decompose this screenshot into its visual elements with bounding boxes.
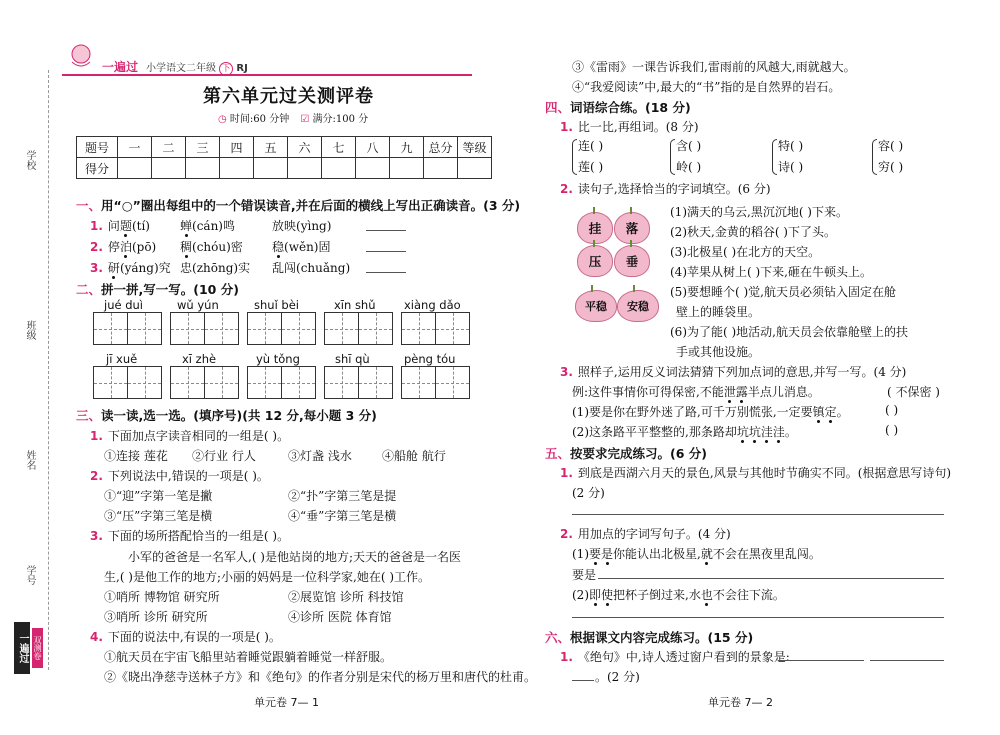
writing-grid[interactable] xyxy=(93,366,161,399)
writing-cell[interactable] xyxy=(401,312,436,345)
score-cell[interactable] xyxy=(356,158,390,179)
score-header-cell: 四 xyxy=(220,137,254,158)
s6-q1-points: 。(2 分) xyxy=(595,670,640,684)
full-score: 满分:100 分 xyxy=(312,114,369,125)
s5-q1-points: (2 分) xyxy=(572,486,605,500)
fill-sentence-cont: 手或其他设施。 xyxy=(676,345,761,359)
pinyin-label: wǔ yún xyxy=(177,298,219,312)
word-compare-pair xyxy=(778,137,803,175)
writing-grid[interactable] xyxy=(93,312,161,345)
writing-grid[interactable] xyxy=(247,312,315,345)
fill-sentence[interactable]: (2)秋天,金黄的稻谷( )下了头。 xyxy=(670,225,836,239)
fill-sentence[interactable]: (5)要想睡个( )觉,航天员必须钻入固定在舱 xyxy=(670,285,896,299)
s3-q1-option[interactable]: ②行业 行人 xyxy=(192,449,256,463)
s4-q2: 2. 读句子,选择恰当的字词填空。(6 分) xyxy=(560,182,771,196)
section-4-title: 四、词语综合练。(18 分) xyxy=(545,100,691,115)
writing-cell[interactable] xyxy=(324,312,359,345)
pinyin-label: xiàng dǎo xyxy=(404,298,461,312)
brace-icon xyxy=(572,139,577,175)
word-compare-pair xyxy=(878,137,903,175)
s3-q3: 3. 下面的场所搭配恰当的一组是( )。 xyxy=(90,529,290,543)
writing-grid[interactable] xyxy=(401,366,469,399)
word-choice-apple[interactable]: 垂 xyxy=(614,245,650,277)
pinyin-label: shī qù xyxy=(335,352,370,366)
writing-cell[interactable] xyxy=(170,366,205,399)
s3-q2-option[interactable]: ①“迎”字第一笔是撇 xyxy=(104,489,213,503)
answer-paren[interactable]: ( ) xyxy=(885,403,899,417)
word-choice-apple[interactable]: 平稳 xyxy=(575,290,617,322)
series-grade: 小学语文二年级 xyxy=(146,63,216,74)
sidebar-school-label: 学校 xyxy=(24,150,35,170)
s6-q1-answer-line-3[interactable] xyxy=(572,680,594,681)
s3-q4-option[interactable]: ④“我爱阅读”中,最大的“书”指的是自然界的岩石。 xyxy=(572,80,841,94)
word-choice-apple[interactable]: 挂 xyxy=(577,212,613,244)
score-cell[interactable] xyxy=(186,158,220,179)
s3-q3-paragraph-2: 生,( )是他工作的地方;小丽的妈妈是一位科学家,她在( )工作。 xyxy=(104,570,431,584)
right-page-footer: 单元卷 7— 2 xyxy=(708,696,773,709)
writing-cell[interactable] xyxy=(435,312,470,345)
fill-sentence[interactable]: (4)苹果从树上( )下来,砸在牛顿头上。 xyxy=(670,265,872,279)
brace-icon xyxy=(772,139,777,175)
pinyin-label: pèng tóu xyxy=(404,352,456,366)
writing-cell[interactable] xyxy=(358,366,393,399)
s1-row-2-b[interactable]: 稠(chóu)密 xyxy=(180,240,243,254)
s5-q2-answer-line-1[interactable] xyxy=(598,578,944,579)
score-row-label: 得分 xyxy=(77,158,118,179)
time-limit: 时间:60 分钟 xyxy=(229,114,290,125)
pinyin-label: xīn shǔ xyxy=(334,298,376,312)
left-page-footer: 单元卷 7— 1 xyxy=(254,696,319,709)
section-1-title: 一、用“○”圈出每组中的一个错误读音,并在后面的横线上写出正确读音。(3 分) xyxy=(76,198,521,213)
s3-q1: 1. 下面加点字读音相同的一组是( )。 xyxy=(90,429,290,443)
sidebar-brand-logo: 一遍过 xyxy=(14,622,30,674)
s4-q3-example: 例:这件事情你可得保密,不能泄露半点儿消息。 xyxy=(572,385,820,399)
s5-q2-line-2: (2)即使把杯子倒过来,水也不会往下流。 xyxy=(572,588,785,602)
s5-q2-line-1: (1)要是你能认出北极星,就不会在黑夜里乱闯。 xyxy=(572,547,821,561)
writing-cell[interactable] xyxy=(127,312,162,345)
score-header-cell: 七 xyxy=(322,137,356,158)
writing-grid[interactable] xyxy=(170,312,238,345)
pinyin-label: yù tǒng xyxy=(256,352,300,366)
writing-cell[interactable] xyxy=(358,312,393,345)
s3-q4-option[interactable]: ③《雷雨》一课告诉我们,雷雨前的风越大,雨就越大。 xyxy=(572,60,856,74)
section-2-title: 二、拼一拼,写一写。(10 分) xyxy=(76,282,239,297)
score-header-cell: 一 xyxy=(118,137,152,158)
s3-q4: 4. 下面的说法中,有误的一项是( )。 xyxy=(90,630,281,644)
s1-row-1-c[interactable]: 放映(yìng) xyxy=(272,219,332,233)
s1-row-2: 2. 停泊(pō) xyxy=(90,240,157,254)
writing-cell[interactable] xyxy=(170,312,205,345)
score-cell[interactable] xyxy=(152,158,186,179)
s4-q1: 1. 比一比,再组词。(8 分) xyxy=(560,120,699,134)
brace-icon xyxy=(872,139,877,175)
s3-q4-option[interactable]: ②《晓出净慈寺送林子方》和《绝句》的作者分别是宋代的杨万里和唐代的杜甫。 xyxy=(104,670,537,684)
s4-q3-line-1: (1)要是你在野外迷了路,可千万别慌张,一定要镇定。 xyxy=(572,405,849,419)
writing-cell[interactable] xyxy=(324,366,359,399)
s3-q3-paragraph-1: 小军的爸爸是一名军人,( )是他站岗的地方;天天的爸爸是一名医 xyxy=(128,550,462,564)
series-logo-text: 一遍过 xyxy=(102,60,139,74)
s3-q4-option[interactable]: ①航天员在宇宙飞船里站着睡觉跟躺着睡觉一样舒服。 xyxy=(104,650,393,664)
score-cell[interactable] xyxy=(322,158,356,179)
s5-q2: 2. 用加点的字词写句子。(4 分) xyxy=(560,527,731,541)
s3-q1-option[interactable]: ③灯盏 浅水 xyxy=(288,449,352,463)
fill-sentence[interactable]: (6)为了能( )地活动,航天员会依靠舱壁上的扶 xyxy=(670,325,908,339)
header-underline xyxy=(62,74,472,76)
series-logo-graphic xyxy=(66,42,96,68)
writing-grid[interactable] xyxy=(401,312,469,345)
s1-answer-line-2[interactable] xyxy=(366,251,406,252)
s4-q3-line-2: (2)这条路平平整整的,那条路却坑坑洼洼。 xyxy=(572,425,797,439)
s1-row-3-b[interactable]: 忠(zhōng)实 xyxy=(180,261,251,275)
score-header-cell: 二 xyxy=(152,137,186,158)
word-compare-item[interactable]: 岭( ) xyxy=(676,160,702,174)
word-compare-item[interactable]: 连( ) xyxy=(578,139,604,153)
s5-q2-prompt: 要是 xyxy=(572,568,597,582)
fill-sentence[interactable]: (1)满天的乌云,黑沉沉地( )下来。 xyxy=(670,205,848,219)
s1-row-2-c[interactable]: 稳(wěn)固 xyxy=(272,240,331,254)
score-cell[interactable] xyxy=(254,158,288,179)
s3-q3-option[interactable]: ③哨所 诊所 研究所 xyxy=(104,610,208,624)
word-compare-item[interactable]: 穷( ) xyxy=(878,160,904,174)
s5-q1-answer-line[interactable] xyxy=(572,514,944,515)
writing-grid[interactable] xyxy=(247,366,315,399)
writing-grid[interactable] xyxy=(324,366,392,399)
writing-cell[interactable] xyxy=(281,366,316,399)
s1-row-1-b[interactable]: 蝉(cán)鸣 xyxy=(180,219,235,233)
writing-cell[interactable] xyxy=(435,366,470,399)
s3-q1-option[interactable]: ④船舱 航行 xyxy=(382,449,446,463)
s6-q1-answer-line-2[interactable] xyxy=(870,660,944,661)
word-choice-apple[interactable]: 压 xyxy=(577,245,613,277)
word-compare-item[interactable]: 特( ) xyxy=(778,139,804,153)
s5-q1: 1. 到底是西湖六月天的景色,风景与其他时节确实不同。(根据意思写诗句) xyxy=(560,466,952,480)
word-compare-item[interactable]: 容( ) xyxy=(878,139,904,153)
pinyin-label: jī xuě xyxy=(106,352,138,366)
brace-icon xyxy=(670,139,675,175)
sidebar-badge: 双测卷 xyxy=(32,628,43,668)
score-header-cell: 五 xyxy=(254,137,288,158)
term-badge: 下 xyxy=(219,62,233,76)
word-compare-pair xyxy=(578,137,603,175)
sidebar-class-label: 班级 xyxy=(24,320,35,340)
section-3-title: 三、读一读,选一选。(填序号)(共 12 分,每小题 3 分) xyxy=(76,408,377,423)
score-header-cell: 六 xyxy=(288,137,322,158)
fill-sentence-cont: 壁上的睡袋里。 xyxy=(676,305,761,319)
score-header-cell: 三 xyxy=(186,137,220,158)
check-icon: ☑ xyxy=(300,114,310,125)
writing-cell[interactable] xyxy=(204,312,239,345)
word-choice-apple[interactable]: 落 xyxy=(614,212,650,244)
score-cell[interactable] xyxy=(458,158,492,179)
s1-row-3-c[interactable]: 乱闯(chuǎng) xyxy=(272,261,351,275)
word-compare-item[interactable]: 诗( ) xyxy=(778,160,804,174)
clock-icon: ◷ xyxy=(218,114,227,125)
edition-label: RJ xyxy=(236,63,248,74)
s1-row-3: 3. 研(yáng)究 xyxy=(90,261,171,275)
score-cell[interactable] xyxy=(288,158,322,179)
writing-cell[interactable] xyxy=(204,366,239,399)
writing-grid[interactable] xyxy=(170,366,238,399)
writing-cell[interactable] xyxy=(281,312,316,345)
score-table-score-row xyxy=(77,158,492,179)
score-header-cell: 总分 xyxy=(424,137,458,158)
word-compare-item[interactable]: 含( ) xyxy=(676,139,702,153)
s1-row-1: 1. 问题(tí) xyxy=(90,219,150,233)
score-cell[interactable] xyxy=(390,158,424,179)
exam-info xyxy=(218,110,368,125)
fill-sentence[interactable]: (3)北极星( )在北方的天空。 xyxy=(670,245,821,259)
score-header-cell: 题号 xyxy=(77,137,118,158)
score-table xyxy=(76,136,492,179)
writing-cell[interactable] xyxy=(247,312,282,345)
score-cell[interactable] xyxy=(220,158,254,179)
left-margin-line xyxy=(48,70,49,670)
s3-q3-option[interactable]: ②展览馆 诊所 科技馆 xyxy=(288,590,404,604)
s3-q2-option[interactable]: ②“扑”字第三笔是提 xyxy=(288,489,397,503)
answer-paren[interactable]: ( ) xyxy=(885,423,899,437)
pinyin-label: shuǐ bèi xyxy=(254,298,299,312)
s6-q1-answer-line-1[interactable] xyxy=(778,660,864,661)
sidebar-name-label: 姓名 xyxy=(24,450,35,470)
pinyin-label: jué duì xyxy=(104,298,143,312)
score-header-cell: 八 xyxy=(356,137,390,158)
s3-q2: 2. 下列说法中,错误的一项是( )。 xyxy=(90,469,269,483)
score-table-header-row xyxy=(77,137,492,158)
score-header-cell: 等级 xyxy=(458,137,492,158)
s3-q3-option[interactable]: ④诊所 医院 体育馆 xyxy=(288,610,392,624)
writing-cell[interactable] xyxy=(247,366,282,399)
s4-q3: 3. 照样子,运用反义词法猜猜下列加点词的意思,并写一写。(4 分) xyxy=(560,365,907,379)
writing-grid[interactable] xyxy=(324,312,392,345)
writing-cell[interactable] xyxy=(93,366,128,399)
s3-q3-option[interactable]: ①哨所 博物馆 研究所 xyxy=(104,590,220,604)
s1-answer-line-3[interactable] xyxy=(366,272,406,273)
score-header-cell: 九 xyxy=(390,137,424,158)
word-compare-item[interactable]: 莲( ) xyxy=(578,160,604,174)
s1-answer-line-1[interactable] xyxy=(366,230,406,231)
s4-q3-example-answer: ( 不保密 ) xyxy=(887,385,940,399)
writing-cell[interactable] xyxy=(127,366,162,399)
word-compare-pair xyxy=(676,137,701,175)
writing-cell[interactable] xyxy=(401,366,436,399)
s3-q1-option[interactable]: ①连接 莲花 xyxy=(104,449,168,463)
word-choice-apple[interactable]: 安稳 xyxy=(617,290,659,322)
section-5-title: 五、按要求完成练习。(6 分) xyxy=(545,446,707,461)
s6-q1: 1. 《绝句》中,诗人透过窗户看到的景象是: xyxy=(560,650,790,664)
s3-q2-option[interactable]: ④“垂”字第三笔是横 xyxy=(288,509,397,523)
page-title: 第六单元过关测评卷 xyxy=(203,86,374,107)
score-cell[interactable] xyxy=(424,158,458,179)
writing-cell[interactable] xyxy=(93,312,128,345)
section-6-title: 六、根据课文内容完成练习。(15 分) xyxy=(545,630,754,645)
s3-q2-option[interactable]: ③“压”字第三笔是横 xyxy=(104,509,213,523)
score-cell[interactable] xyxy=(118,158,152,179)
s5-q2-answer-line-2[interactable] xyxy=(572,617,944,618)
pinyin-label: xī zhè xyxy=(182,352,217,366)
sidebar-student-id-label: 学号 xyxy=(24,565,35,585)
